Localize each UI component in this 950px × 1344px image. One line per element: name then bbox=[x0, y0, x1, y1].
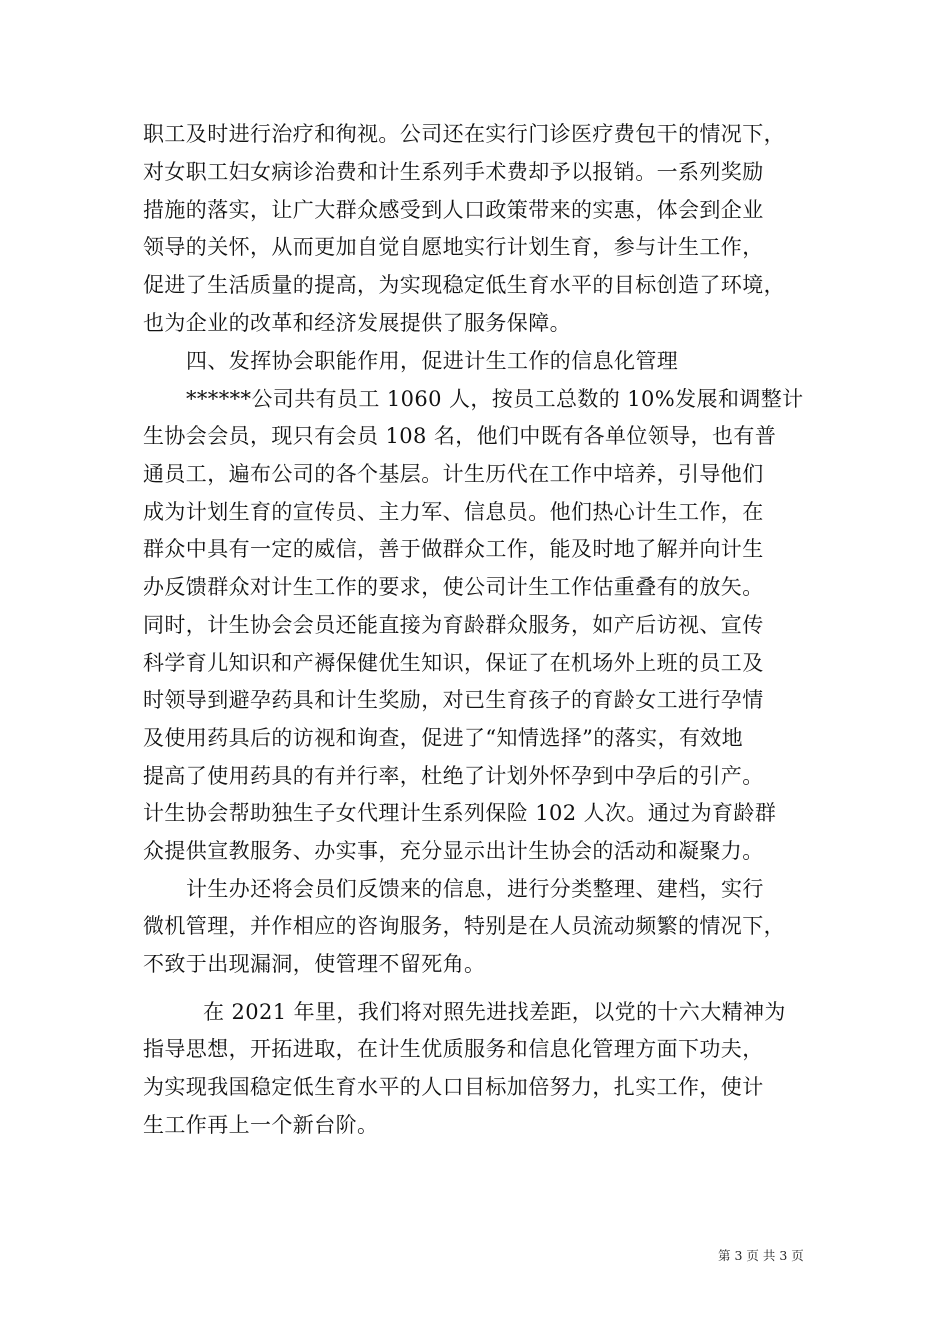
text-line: 科学育儿知识和产褥保健优生知识，保证了在机场外上班的员工及 bbox=[143, 651, 764, 675]
text-line: 微机管理，并作相应的咨询服务，特别是在人员流动频繁的情况下， bbox=[143, 914, 785, 938]
text-line: 对女职工妇女病诊治费和计生系列手术费却予以报销。一系列奖励 bbox=[143, 160, 764, 184]
text-line: 生协会会员，现只有会员 108 名，他们中既有各单位领导，也有普 bbox=[143, 424, 777, 448]
text-line: 计生协会帮助独生子女代理计生系列保险 102 人次。通过为育龄群 bbox=[143, 801, 777, 825]
text-line: 同时，计生协会会员还能直接为育龄群众服务，如产后访视、宣传 bbox=[143, 613, 764, 637]
text-line: 众提供宣教服务、办实事，充分显示出计生协会的活动和凝聚力。 bbox=[143, 839, 764, 863]
text-line: 成为计划生育的宣传员、主力军、信息员。他们热心计生工作，在 bbox=[143, 500, 764, 524]
text-line: 生工作再上一个新台阶。 bbox=[143, 1113, 379, 1137]
text-line: 指导思想，开拓进取，在计生优质服务和信息化管理方面下功夫， bbox=[143, 1037, 764, 1061]
section-heading: 四、发挥协会职能作用，促进计生工作的信息化管理 bbox=[186, 349, 679, 373]
text-line: 促进了生活质量的提高，为实现稳定低生育水平的目标创造了环境， bbox=[143, 273, 785, 297]
text-line: 不致于出现漏洞，使管理不留死角。 bbox=[143, 952, 486, 976]
text-line: 职工及时进行治疗和徇视。公司还在实行门诊医疗费包干的情况下， bbox=[143, 122, 785, 146]
text-line: 时领导到避孕药具和计生奖励，对已生育孩子的育龄女工进行孕情 bbox=[143, 688, 764, 712]
text-line: 提高了使用药具的有并行率，杜绝了计划外怀孕到中孕后的引产。 bbox=[143, 764, 764, 788]
text-line: 通员工，遍布公司的各个基层。计生历代在工作中培养，引导他们 bbox=[143, 462, 764, 486]
text-line: 为实现我国稳定低生育水平的人口目标加倍努力，扎实工作，使计 bbox=[143, 1075, 764, 1099]
text-line: 领导的关怀，从而更加自觉自愿地实行计划生育，参与计生工作， bbox=[143, 235, 764, 259]
text-line: ******公司共有员工 1060 人，按员工总数的 10%发展和调整计 bbox=[186, 387, 804, 411]
text-line: 措施的落实，让广大群众感受到人口政策带来的实惠，体会到企业 bbox=[143, 198, 764, 222]
text-line: 计生办还将会员们反馈来的信息，进行分类整理、建档，实行 bbox=[186, 877, 764, 901]
text-line: 也为企业的改革和经济发展提供了服务保障。 bbox=[143, 311, 571, 335]
text-line: 办反馈群众对计生工作的要求，使公司计生工作估重叠有的放矢。 bbox=[143, 575, 764, 599]
text-line: 在 2021 年里，我们将对照先进找差距，以党的十六大精神为 bbox=[203, 1000, 786, 1024]
page-number: 第 3 页 共 3 页 bbox=[718, 1248, 804, 1263]
text-line: 群众中具有一定的威信，善于做群众工作，能及时地了解并向计生 bbox=[143, 537, 764, 561]
text-line: 及使用药具后的访视和询查，促进了“知情选择”的落实，有效地 bbox=[143, 726, 744, 750]
